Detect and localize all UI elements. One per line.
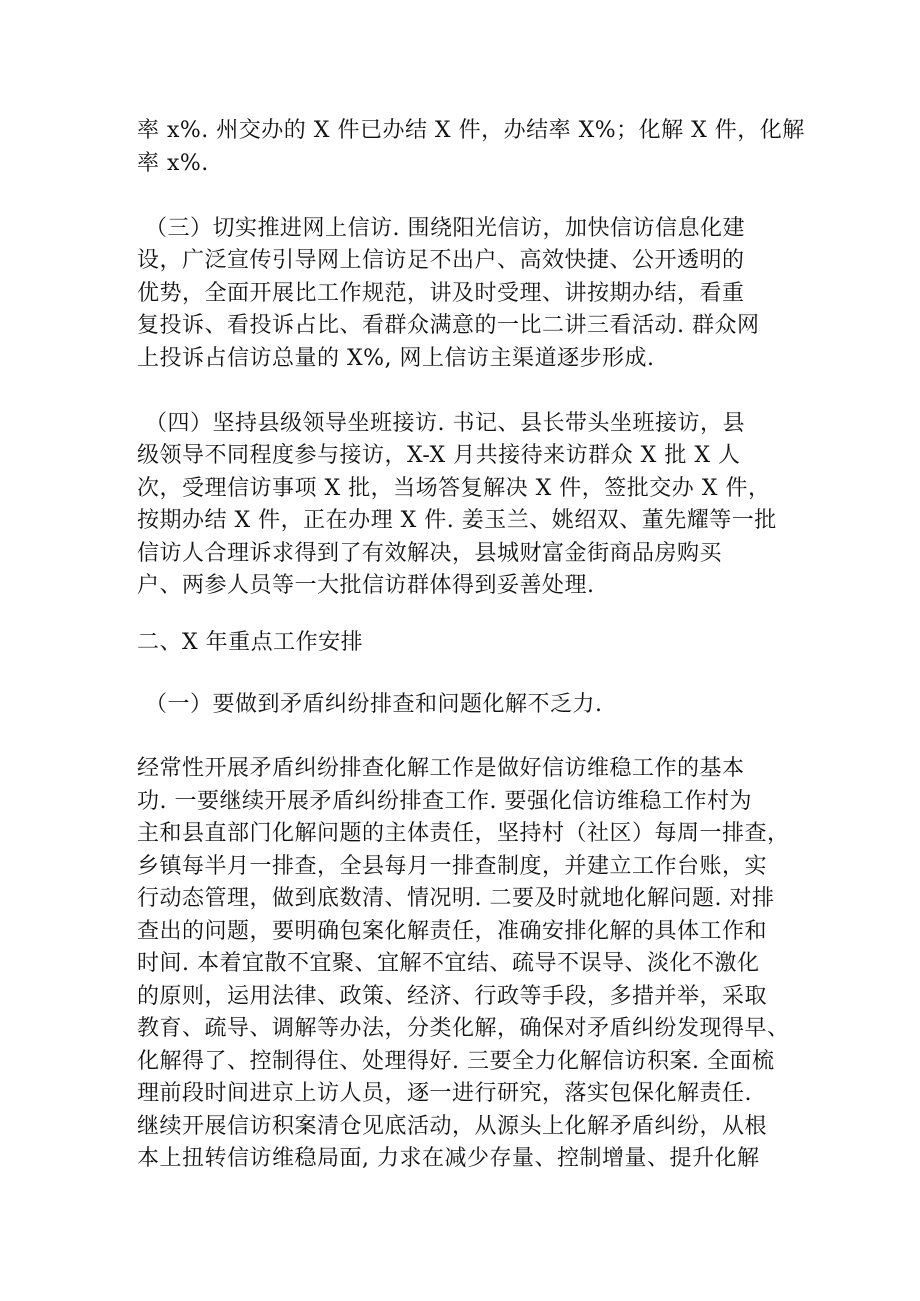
text-line: 级领导不同程度参与接访，X-X 月共接待来访群众 X 批 X 人 — [137, 443, 741, 468]
text-line: 按期办结 X 件，正在办理 X 件. 姜玉兰、姚绍双、董先耀等一批 — [137, 508, 777, 533]
text-line: 本上扭转信访维稳局面, 力求在减少存量、控制增量、提升化解 — [137, 1146, 760, 1171]
section-heading: 二、X 年重点工作安排 — [137, 630, 364, 655]
text-line: 次，受理信访事项 X 批，当场答复解决 X 件，签批交办 X 件， — [137, 476, 771, 501]
text-line — [137, 1175, 777, 1209]
text-line: 复投诉、看投诉占比、看群众满意的一比二讲三看活动. 群众网 — [137, 313, 760, 338]
text-line: 经常性开展矛盾纠纷排查化解工作是做好信访维稳工作的基本 — [137, 756, 745, 781]
text-line: 设，广泛宣传引导网上信访足不出户、高效快捷、公开透明的 — [137, 248, 745, 273]
text-line: （三）切实推进网上信访. 围绕阳光信访，加快信访信息化建 — [145, 216, 745, 241]
text-line: 时间. 本着宜散不宜聚、宜解不宜结、疏导不误导、淡化不激化 — [137, 951, 760, 976]
text-line: 的原则，运用法律、政策、经济、行政等手段，多措并举，采取 — [137, 984, 768, 1009]
subsection-heading: （一）要做到矛盾纠纷排查和问题化解不乏力. — [145, 692, 603, 717]
text-line: 继续开展信访积案清仓见底活动，从源头上化解矛盾纠纷，从根 — [137, 1114, 768, 1139]
text-line: 教育、疏导、调解等办法，分类化解，确保对矛盾纠纷发现得早、 — [137, 1016, 790, 1041]
text-line: 乡镇每半月一排查，全县每月一排查制度，并建立工作台账，实 — [137, 854, 768, 879]
text-line: 化解得了、控制得住、处理得好. 三要全力化解信访积案. 全面梳 — [137, 1049, 775, 1074]
text-line: 功. 一要继续开展矛盾纠纷排查工作. 要强化信访维稳工作村为 — [137, 789, 752, 814]
text-line: 率 x%. — [137, 151, 209, 176]
text-line: 信访人合理诉求得到了有效解决，县城财富金街商品房购买 — [137, 541, 723, 566]
text-line: 率 x%. 州交办的 X 件已办结 X 件，办结率 X%；化解 X 件，化解 — [137, 118, 805, 143]
text-line: 优势，全面开展比工作规范，讲及时受理、讲按期办结，看重 — [137, 281, 745, 306]
text-line: 户、两参人员等一大批信访群体得到妥善处理. — [137, 573, 595, 598]
text-line: 查出的问题，要明确包案化解责任，准确安排化解的具体工作和 — [137, 919, 768, 944]
text-line: 行动态管理，做到底数清、情况明. 二要及时就地化解问题. 对排 — [137, 886, 775, 911]
text-line: 主和县直部门化解问题的主体责任，坚持村（社区）每周一排查， — [137, 821, 790, 846]
text-line: 上投诉占信访总量的 X%, 网上信访主渠道逐步形成. — [137, 346, 655, 371]
text-line: （四）坚持县级领导坐班接访. 书记、县长带头坐班接访，县 — [145, 411, 745, 436]
text-line: 理前段时间进京上访人员，逐一进行研究，落实包保化解责任. — [137, 1081, 752, 1106]
